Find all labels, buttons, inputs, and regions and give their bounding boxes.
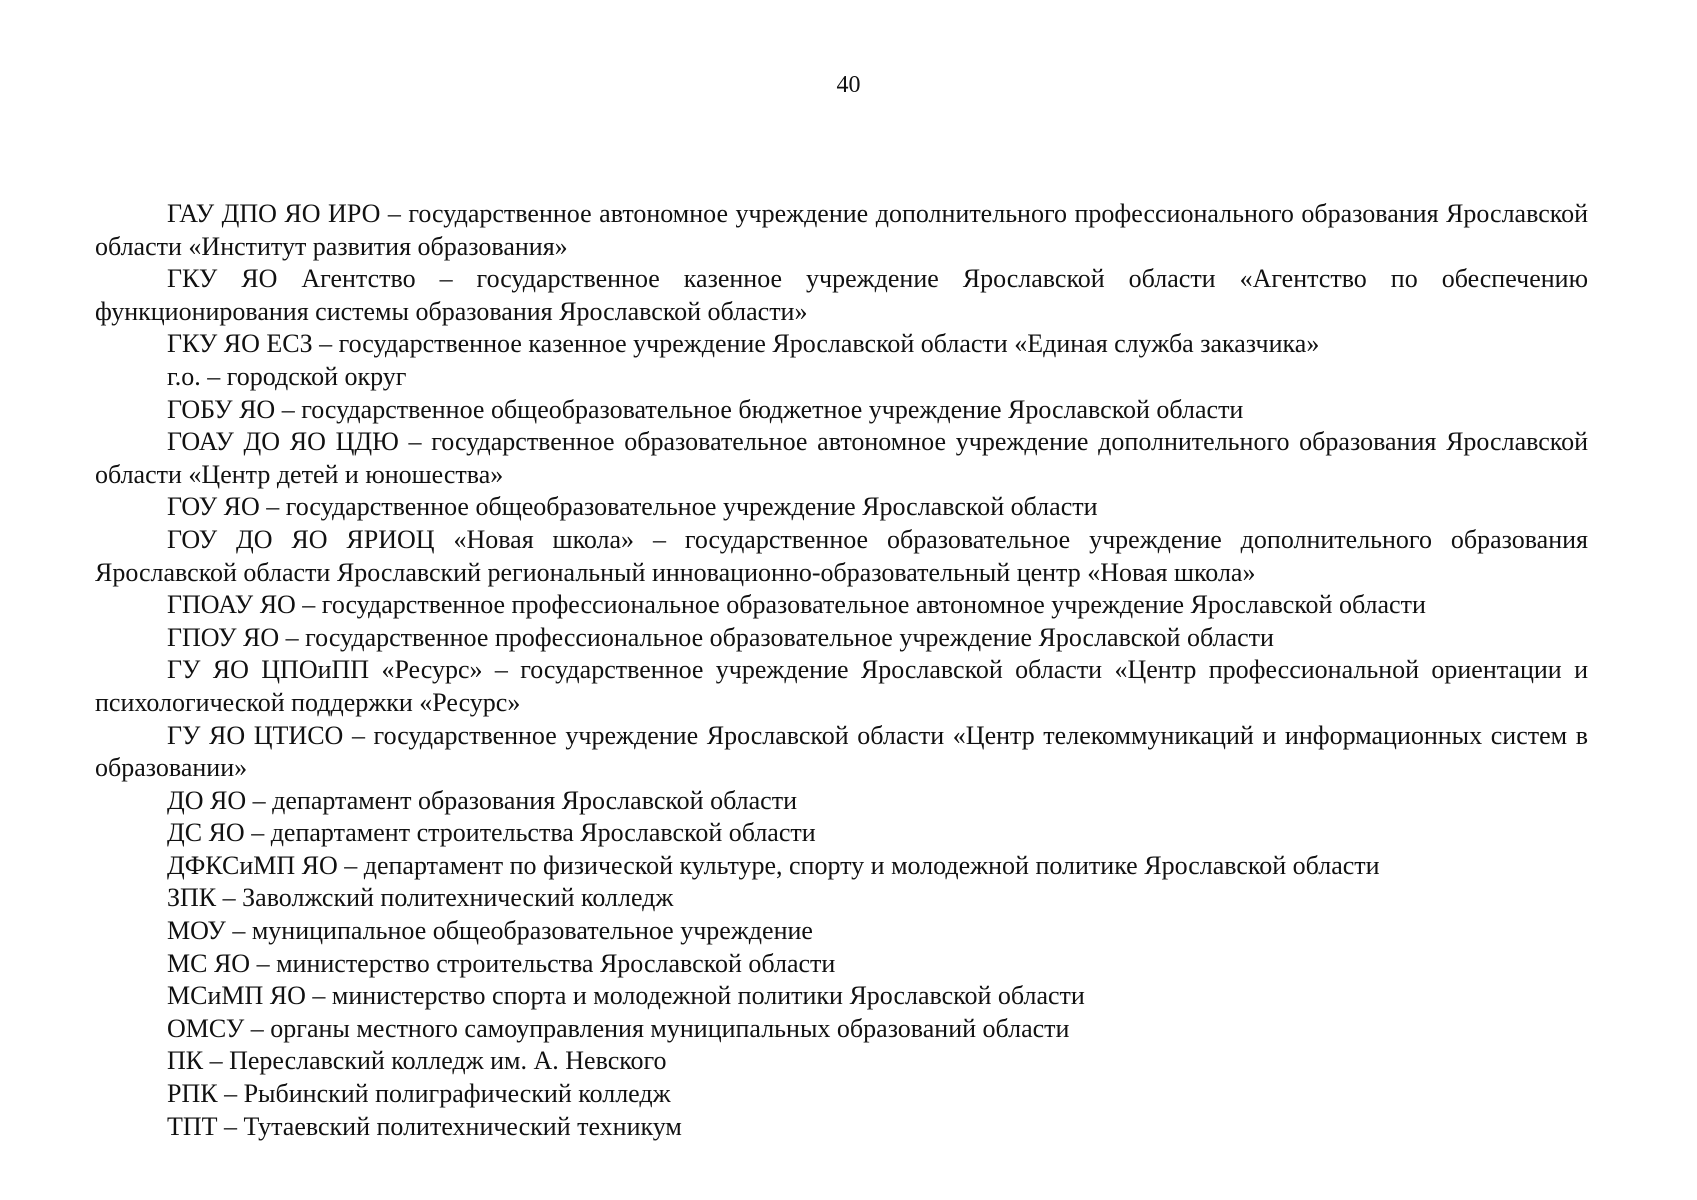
abbreviation-entry: ГПОАУ ЯО – государственное профессиональное образовательное автономное учреждение Ярославской области <box>167 590 1426 620</box>
abbreviation-entry: ГКУ ЯО ЕСЗ – государственное казенное учреждение Ярославской области «Единая служба заказчика» <box>167 329 1320 359</box>
abbreviation-entry: РПК – Рыбинский полиграфический колледж <box>167 1079 671 1109</box>
abbreviation-entry: МС ЯО – министерство строительства Ярославской области <box>167 948 836 978</box>
abbreviation-entry: ГОУ ЯО – государственное общеобразовательное учреждение Ярославской области <box>167 492 1098 522</box>
abbreviation-entry: ГУ ЯО ЦПОиПП «Ресурс» – государственное учреждение Ярославской области «Центр профессиональной ориентации и психологической поддержки «Ресурс» <box>95 655 1588 717</box>
abbreviation-entry: ГОАУ ДО ЯО ЦДЮ – государственное образовательное автономное учреждение дополнительного образования Ярославской области «Центр детей и юношества» <box>95 427 1588 489</box>
abbreviation-entry: ГАУ ДПО ЯО ИРО – государственное автономное учреждение дополнительного профессионального образования Ярославской области «Институт развития образования» <box>95 199 1588 261</box>
abbreviation-entry: ДО ЯО – департамент образования Ярославской области <box>167 785 797 815</box>
abbreviation-entry: МОУ – муниципальное общеобразовательное учреждение <box>167 916 813 946</box>
abbreviation-entry: г.о. – городской округ <box>167 361 407 391</box>
abbreviation-entry: ГПОУ ЯО – государственное профессиональное образовательное учреждение Ярославской области <box>167 622 1274 652</box>
abbreviation-entry: ОМСУ – органы местного самоуправления муниципальных образований области <box>167 1013 1070 1043</box>
abbreviation-list <box>95 198 1588 1143</box>
abbreviation-entry: ЗПК – Заволжский политехнический колледж <box>167 883 674 913</box>
abbreviation-entry: МСиМП ЯО – министерство спорта и молодежной политики Ярославской области <box>167 981 1085 1011</box>
abbreviation-entry: ПК – Переславский колледж им. А. Невского <box>167 1046 667 1076</box>
abbreviation-entry: ТПТ – Тутаевский политехнический техникум <box>167 1111 682 1141</box>
abbreviation-entry: ДФКСиМП ЯО – департамент по физической культуре, спорту и молодежной политике Ярославской области <box>167 850 1380 880</box>
page-number: 40 <box>836 72 861 98</box>
abbreviation-entry: ГОУ ДО ЯО ЯРИОЦ «Новая школа» – государственное образовательное учреждение дополнительного образования Ярославской области Ярославский региональный инновационно-образовательный центр «Новая школа» <box>95 524 1588 587</box>
abbreviation-entry: ДС ЯО – департамент строительства Ярославской области <box>167 818 816 848</box>
abbreviation-entry: ГОБУ ЯО – государственное общеобразовательное бюджетное учреждение Ярославской области <box>167 394 1244 424</box>
abbreviation-entry: ГКУ ЯО Агентство – государственное казенное учреждение Ярославской области «Агентство по обеспечению функционирования системы образования Ярославской области» <box>95 264 1588 326</box>
abbreviation-entry: ГУ ЯО ЦТИСО – государственное учреждение Ярославской области «Центр телекоммуникаций и информационных систем в образовании» <box>95 720 1588 783</box>
